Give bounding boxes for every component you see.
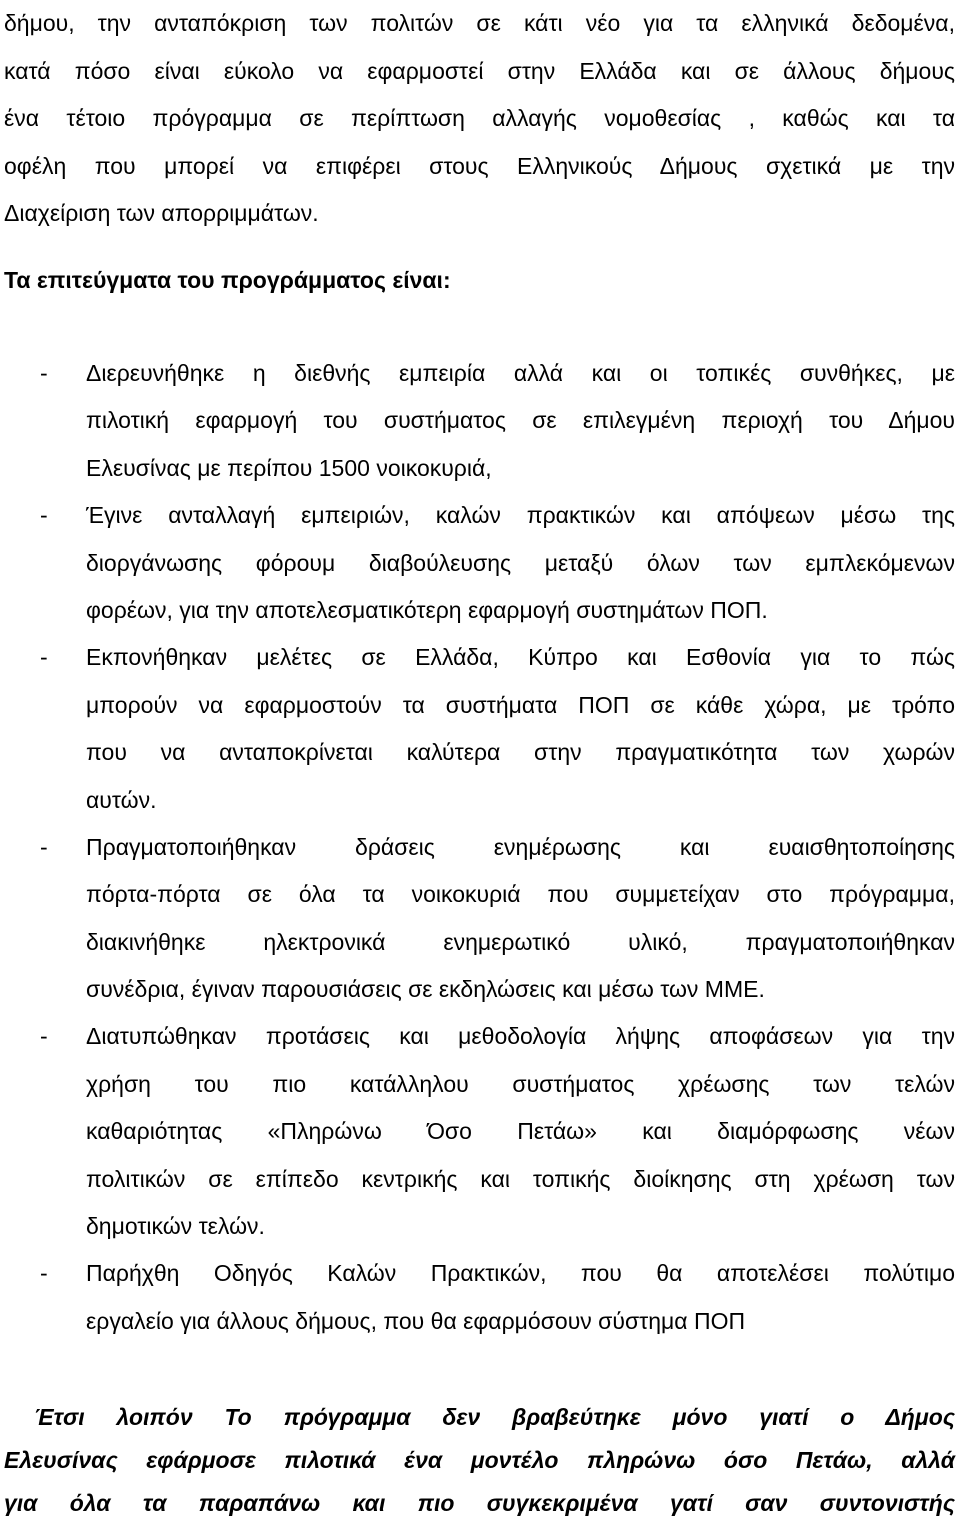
intro-line: ένα τέτοιο πρόγραμμα σε περίπτωση αλλαγής νομοθεσίας , καθώς και τα (4, 105, 955, 131)
list-dash: - (40, 833, 48, 860)
list-dash: - (40, 502, 48, 529)
intro-paragraph (4, 0, 955, 238)
list-item (0, 824, 955, 1014)
list-line: Διατυπώθηκαν προτάσεις και μεθοδολογία λήψης αποφάσεων για την (86, 1023, 955, 1050)
list-line: καθαριότητας «Πληρώνω Όσο Πετάω» και διαμόρφωσης νέων (86, 1118, 955, 1145)
list-line: πολιτικών σε επίπεδο κεντρικής και τοπικής διοίκησης στη χρέωση των (86, 1165, 955, 1192)
list-line: Πραγματοποιήθηκαν δράσεις ενημέρωσης και ευαισθητοποίησης (86, 833, 955, 860)
list-dash: - (40, 1260, 48, 1287)
list-line: μπορούν να εφαρμοστούν τα συστήματα ΠΟΠ σε κάθε χώρα, με τρόπο (86, 691, 955, 718)
list-line: φορέων, για την αποτελεσματικότερη εφαρμογή συστημάτων ΠΟΠ. (86, 596, 768, 623)
list-line: Έγινε ανταλλαγή εμπειριών, καλών πρακτικών και απόψεων μέσω της (86, 502, 955, 529)
intro-line: οφέλη που μπορεί να επιφέρει στους Ελληνικούς Δήμους σχετικά με την (4, 152, 955, 179)
intro-line: δήμου, την ανταπόκριση των πολιτών σε κάτι νέο για τα ελληνικά δεδομένα, (4, 10, 955, 36)
list-line: Ελευσίνας με περίπου 1500 νοικοκυριά, (86, 454, 492, 481)
list-line: πόρτα-πόρτα σε όλα τα νοικοκυριά που συμμετείχαν στο πρόγραμμα, (86, 881, 955, 908)
intro-line: Διαχείριση των απορριμμάτων. (4, 200, 319, 226)
list-line: διακινήθηκε ηλεκτρονικά ενημερωτικό υλικό, πραγματοποιήθηκαν (86, 928, 955, 955)
conclusion-line: Ελευσίνας εφάρμοσε πιλοτικά ένα μοντέλο πληρώνω όσο Πετάω, αλλά (4, 1447, 955, 1473)
conclusion-paragraph (4, 1396, 955, 1525)
list-line: που να ανταποκρίνεται καλύτερα στην πραγματικότητα των χωρών (86, 739, 955, 766)
list-line: χρήση του πιο κατάλληλου συστήματος χρέωσης των τελών (86, 1070, 955, 1097)
list-line: Παρήχθη Οδηγός Καλών Πρακτικών, που θα αποτελέσει πολύτιμο (86, 1260, 955, 1287)
list-item (0, 1250, 955, 1345)
list-line: εργαλείο για άλλους δήμους, που θα εφαρμόσουν σύστημα ΠΟΠ (86, 1307, 746, 1334)
intro-line: κατά πόσο είναι εύκολο να εφαρμοστεί στην Ελλάδα και σε άλλους δήμους (4, 57, 955, 84)
list-dash: - (40, 360, 48, 386)
list-line: Διερευνήθηκε η διεθνής εμπειρία αλλά και οι τοπικές συνθήκες, με (86, 360, 955, 386)
list-line: δημοτικών τελών. (86, 1213, 265, 1240)
achievements-heading: Τα επιτεύγματα του προγράμματος είναι: (4, 267, 451, 293)
list-item (0, 1013, 955, 1250)
list-item (0, 634, 955, 824)
list-item (0, 492, 955, 634)
list-item (0, 350, 955, 492)
conclusion-line: για όλα τα παραπάνω και πιο συγκεκριμένα γατί σαν συντονιστής (4, 1490, 955, 1516)
list-dash: - (40, 1023, 48, 1050)
list-line: Εκπονήθηκαν μελέτες σε Ελλάδα, Κύπρο και Εσθονία για το πώς (86, 644, 955, 671)
list-line: αυτών. (86, 786, 157, 813)
list-line: διοργάνωσης φόρουμ διαβούλευσης μεταξύ όλων των εμπλεκόμενων (86, 549, 955, 576)
conclusion-line: Έτσι λοιπόν Το πρόγραμμα δεν βραβεύτηκε μόνο γιατί ο Δήμος (34, 1404, 955, 1430)
list-line: συνέδρια, έγιναν παρουσιάσεις σε εκδηλώσεις και μέσω των ΜΜΕ. (86, 976, 765, 1003)
achievements-list (0, 350, 955, 1345)
list-dash: - (40, 644, 48, 671)
list-line: πιλοτική εφαρμογή του συστήματος σε επιλεγμένη περιοχή του Δήμου (86, 407, 955, 434)
